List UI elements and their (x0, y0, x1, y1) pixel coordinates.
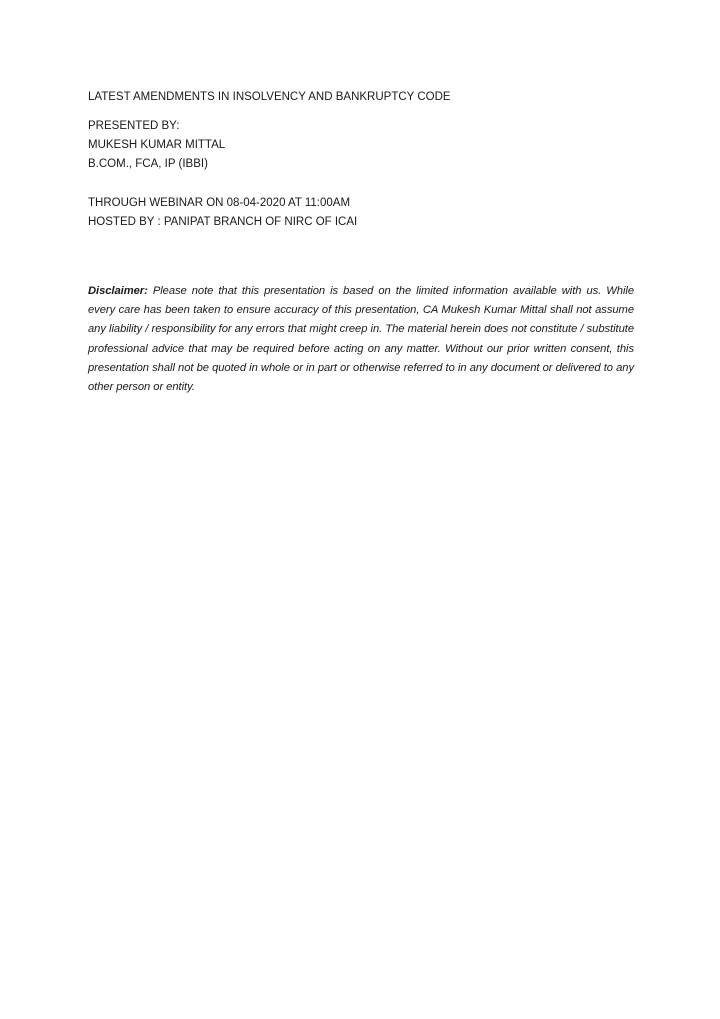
document-body (88, 88, 634, 397)
webinar-date-line: THROUGH WEBINAR ON 08-04-2020 AT 11:00AM (88, 197, 351, 209)
document-title: LATEST AMENDMENTS IN INSOLVENCY AND BANKRUPTCY CODE (88, 91, 451, 103)
webinar-host-line: HOSTED BY : PANIPAT BRANCH OF NIRC OF ICAI (88, 216, 358, 228)
webinar-block (88, 194, 634, 232)
presenter-block (88, 117, 634, 174)
presenter-name: MUKESH KUMAR MITTAL (88, 139, 226, 151)
presenter-credentials: B.COM., FCA, IP (IBBI) (88, 158, 208, 170)
presenter-heading: PRESENTED BY: (88, 120, 180, 132)
disclaimer-label: Disclaimer: (88, 285, 148, 297)
disclaimer-text: Please note that this presentation is based on the limited information available with us. While every care has been taken to ensure accuracy of this presentation, CA Mukesh Kumar Mittal shall not assume any liability / responsibility for any errors that might creep in. The material herein does not constitute / substitute professional advice that may be required before acting on any matter. Without our prior written consent, this presentation shall not be quoted in whole or in part or otherwise referred to in any document or delivered to any other person or entity. (88, 285, 634, 394)
disclaimer-paragraph (88, 282, 634, 397)
